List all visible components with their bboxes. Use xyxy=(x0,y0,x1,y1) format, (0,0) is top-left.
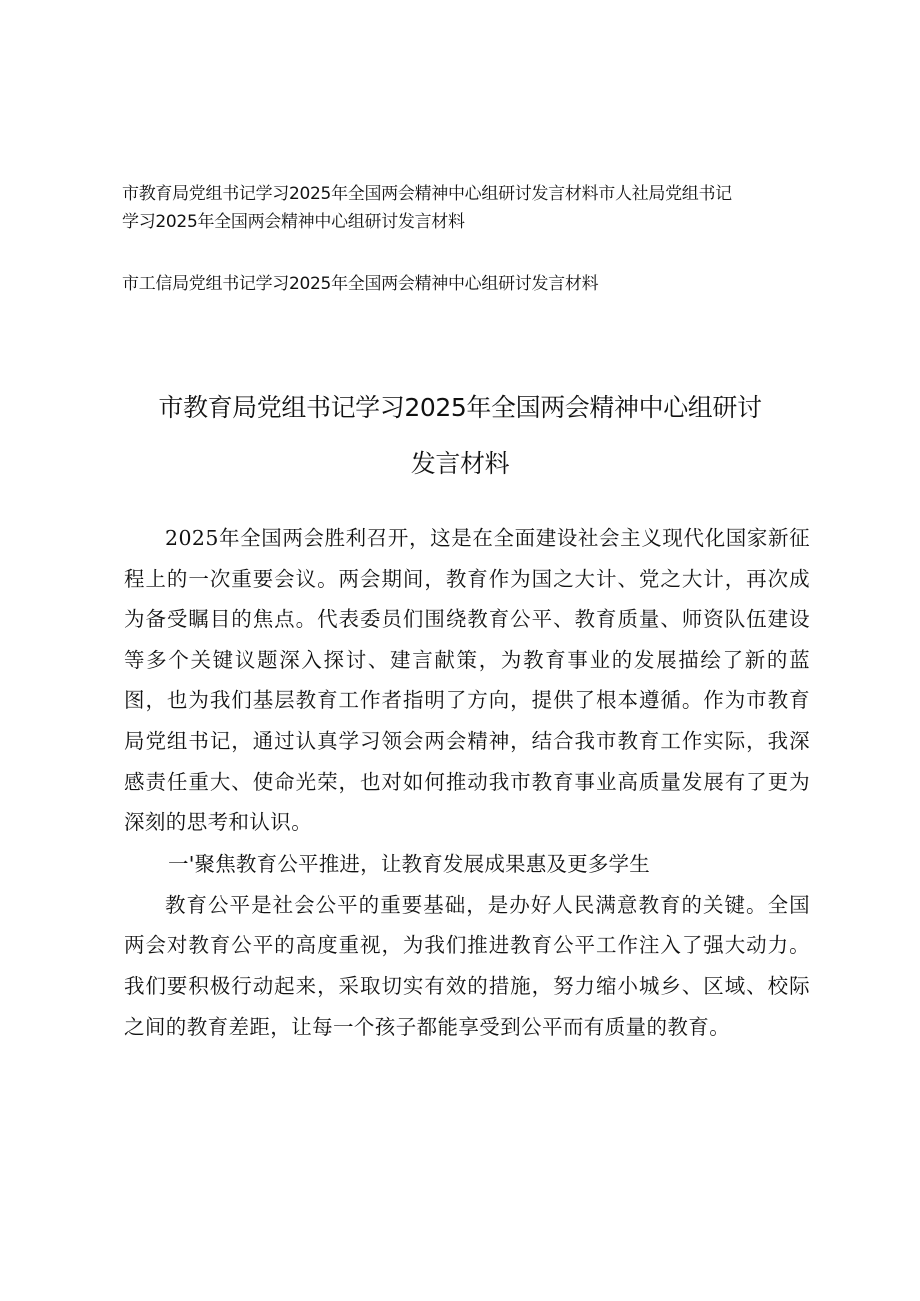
toc-entry-line: 学习2025年全国两会精神中心组研讨发言材料 xyxy=(122,212,465,232)
document-title xyxy=(100,380,820,492)
section-heading: 一'聚焦教育公平推进，让教育发展成果惠及更多学生 xyxy=(168,851,650,876)
document-title-line: 市教育局党组书记学习2025年全国两会精神中心组研讨 xyxy=(158,393,762,422)
toc-entry-line: 市工信局党组书记学习2025年全国两会精神中心组研讨发言材料 xyxy=(122,274,599,294)
document-title-line: 发言材料 xyxy=(410,449,510,478)
intro-paragraph: 2025年全国两会胜利召开，这是在全面建设社会主义现代化国家新征程上的一次重要会议。两会期间，教育作为国之大计、党之大计，再次成为备受瞩目的焦点。代表委员们围绕教育公平、教育质量、师资队伍建设等多个关键议题深入探讨、建言献策，为教育事业的发展描绘了新的蓝图，也为我们基层教育工作者指明了方向，提供了根本遵循。作为市教育局党组书记，通过认真学习领会两会精神，结合我市教育工作实际，我深感责任重大、使命光荣，也对如何推动我市教育事业高质量发展有了更为深刻的思考和认识。 xyxy=(124,526,810,835)
toc-entry xyxy=(122,180,812,236)
toc-entry xyxy=(122,270,812,298)
document-body xyxy=(124,518,810,1047)
toc-entry-line: 市教育局党组书记学习2025年全国两会精神中心组研讨发言材料市人社局党组书记 xyxy=(122,184,732,204)
table-of-contents xyxy=(122,180,812,298)
section-paragraph: 教育公平是社会公平的重要基础，是办好人民满意教育的关键。全国两会对教育公平的高度重视，为我们推进教育公平工作注入了强大动力。我们要积极行动起来，采取切实有效的措施，努力缩小城乡、区域、校际之间的教育差距，让每一个孩子都能享受到公平而有质量的教育。 xyxy=(124,892,810,1039)
